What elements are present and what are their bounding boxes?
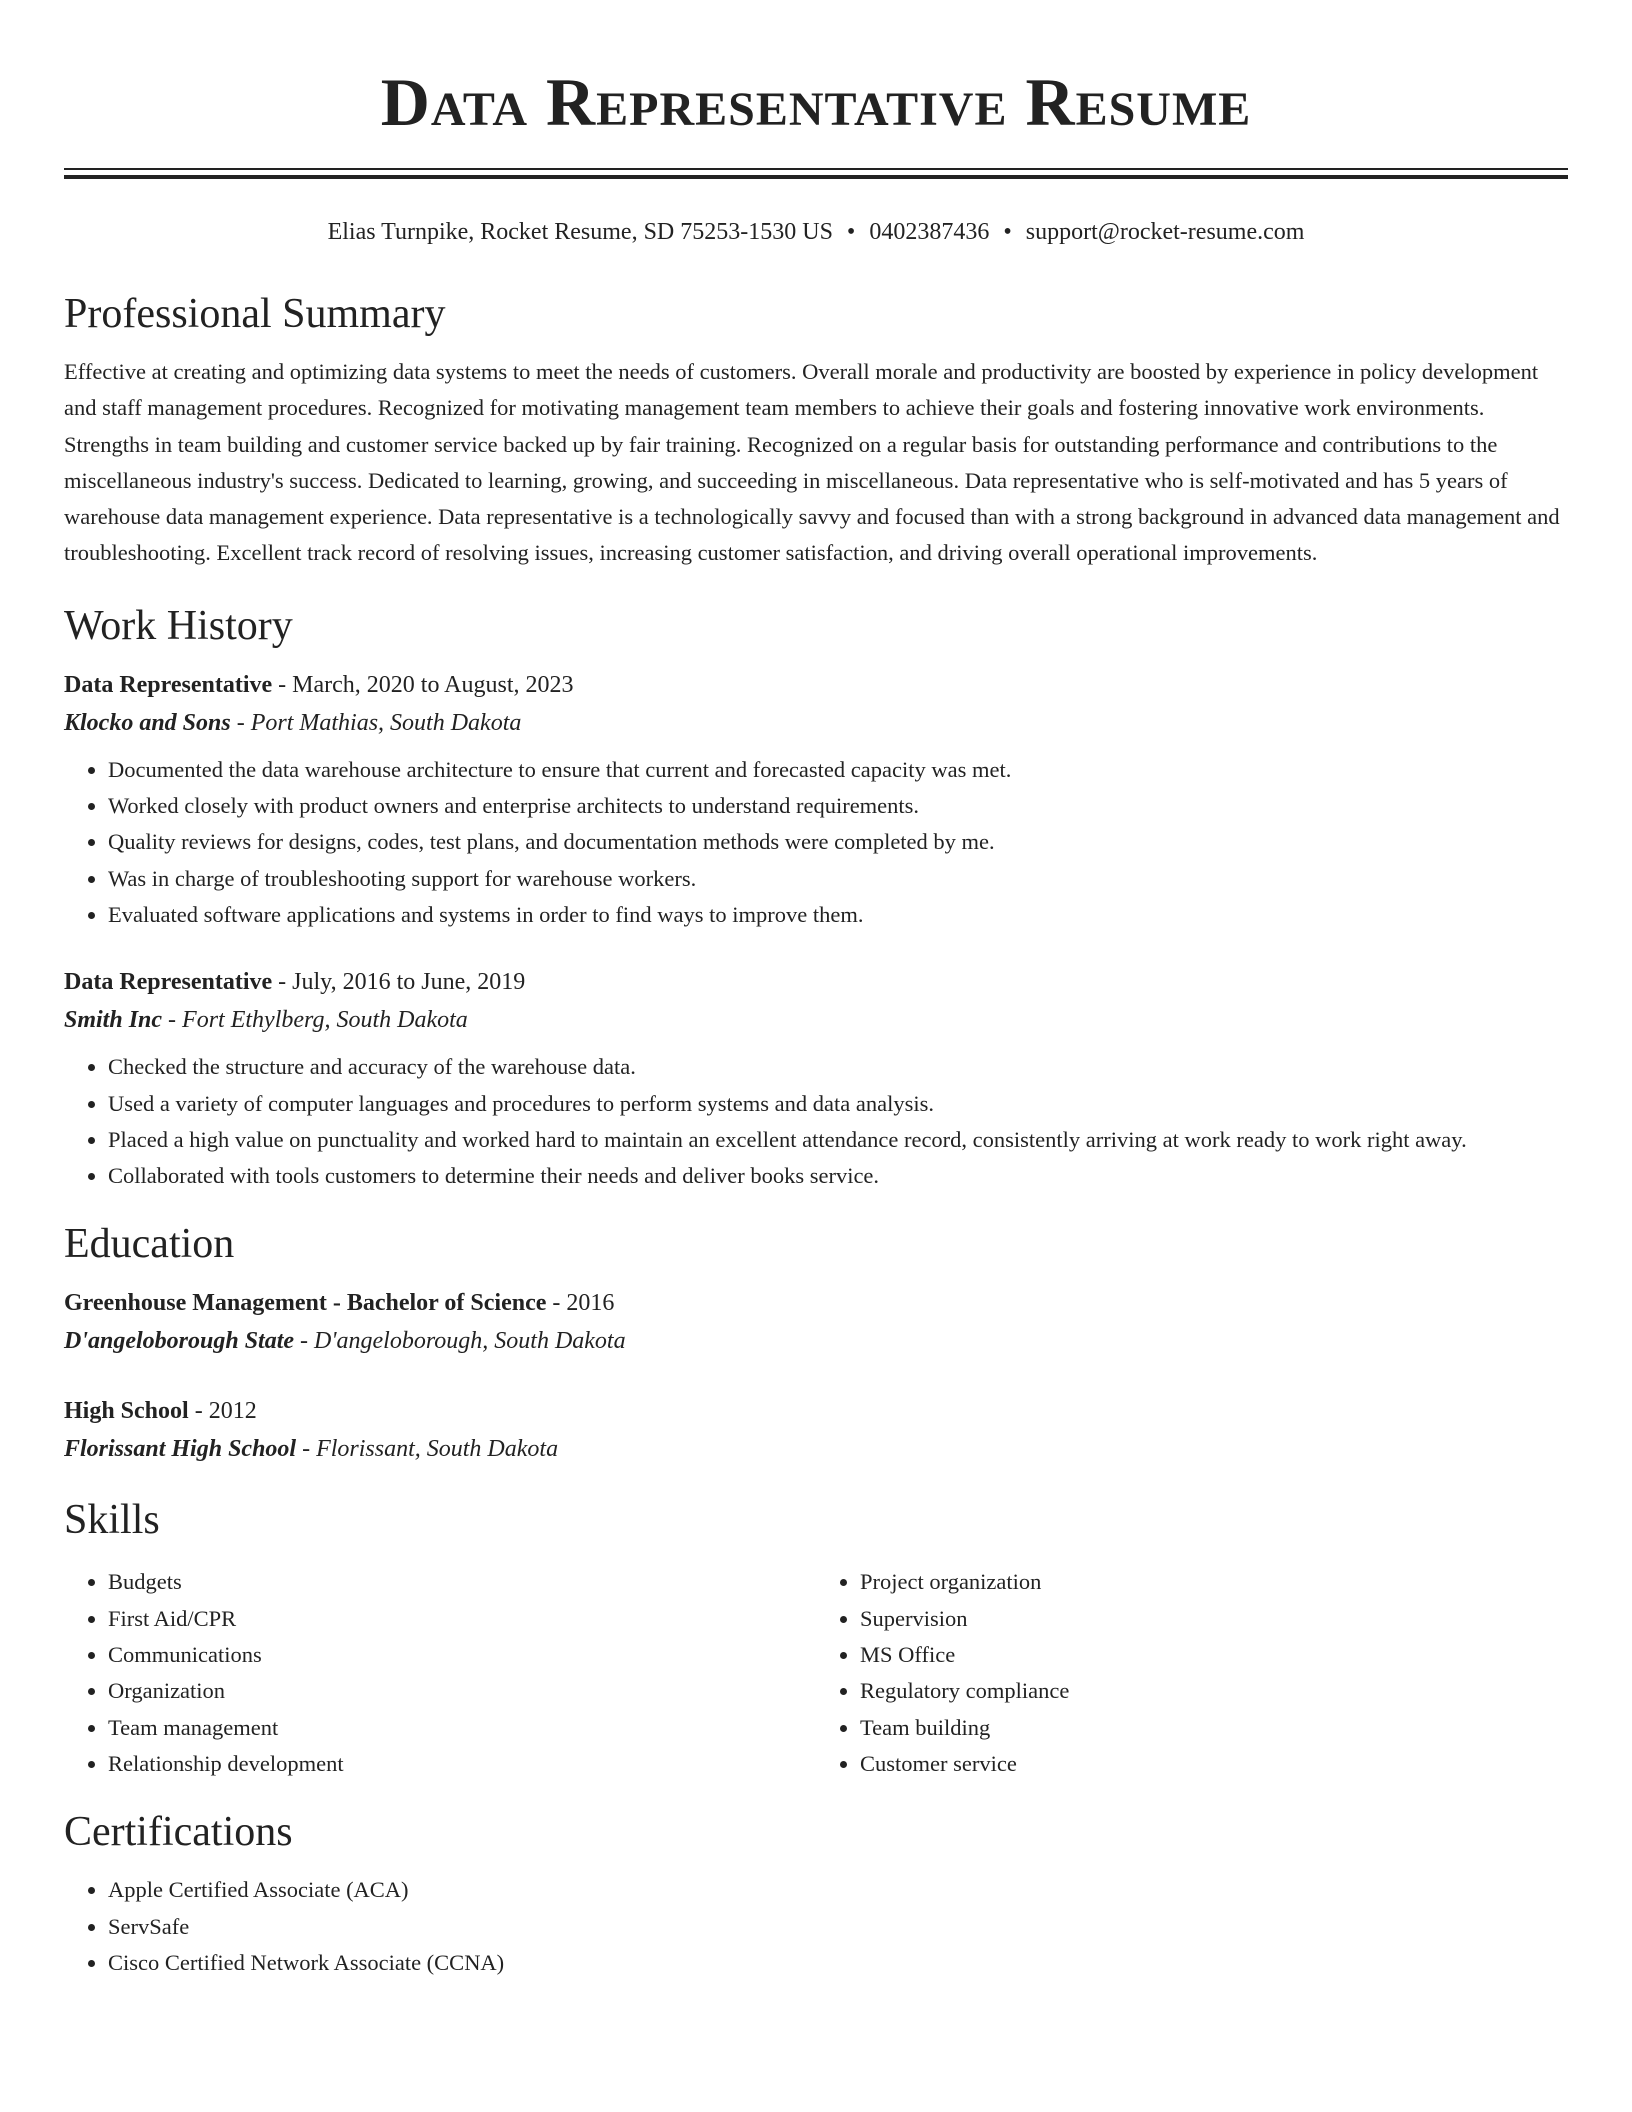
- list-item: • Documented the data warehouse architecture to ensure that current and forecasted capacity was met.: [108, 752, 1568, 788]
- resume-body: [64, 288, 1568, 1981]
- list-item: • Placed a high value on punctuality and worked hard to maintain an excellent attendance record, consistently arriving at work ready to work right away.: [108, 1122, 1568, 1158]
- job-company: Smith Inc: [64, 1007, 163, 1034]
- school-name: Florissant High School: [64, 1436, 297, 1463]
- contact-address: Elias Turnpike, Rocket Resume, SD 75253-1530 US: [327, 219, 833, 245]
- list-item: • Used a variety of computer languages and procedures to perform systems and data analysis.: [108, 1086, 1568, 1122]
- title-divider-thin: [64, 168, 1568, 170]
- job-title-line: [64, 666, 1568, 704]
- degree-line: [64, 1284, 1568, 1322]
- list-item: • Organization: [108, 1673, 816, 1709]
- section-heading-summary: Professional Summary: [64, 291, 446, 337]
- list-item: • Regulatory compliance: [860, 1673, 1568, 1709]
- contact-separator: •: [1003, 219, 1012, 245]
- job-company-line: [64, 704, 1568, 742]
- list-item: • Evaluated software applications and systems in order to find ways to improve them.: [108, 897, 1568, 933]
- job-company: Klocko and Sons: [64, 709, 231, 736]
- list-item: • Project organization: [860, 1564, 1568, 1600]
- certifications-list: [64, 1872, 1568, 1981]
- section-heading-education: Education: [64, 1221, 235, 1268]
- contact-email[interactable]: support@rocket-resume.com: [1025, 219, 1305, 245]
- skills-column-left: [64, 1564, 816, 1782]
- degree-name: Greenhouse Management - Bachelor of Science: [64, 1290, 547, 1317]
- certifications-bullets: [64, 1872, 1568, 1981]
- skills-grid: [64, 1560, 1568, 1782]
- job-company-line: [64, 1001, 1568, 1039]
- list-item: • Was in charge of troubleshooting support for warehouse workers.: [108, 861, 1568, 897]
- list-item: • Customer service: [860, 1746, 1568, 1782]
- school-line: [64, 1322, 1568, 1360]
- school-location: - Florissant, South Dakota: [296, 1436, 559, 1463]
- list-item: • Budgets: [108, 1564, 816, 1600]
- list-item: • Cisco Certified Network Associate (CCNA): [108, 1945, 1568, 1981]
- degree-name: High School: [64, 1398, 189, 1425]
- list-item: • Quality reviews for designs, codes, test plans, and documentation methods were completed by me.: [108, 824, 1568, 860]
- contact-line: [64, 214, 1568, 250]
- section-heading-certifications: Certifications: [64, 1809, 293, 1856]
- contact-separator: •: [846, 219, 856, 245]
- job-title: Data Representative: [64, 671, 273, 698]
- list-item: • MS Office: [860, 1637, 1568, 1673]
- list-item: • First Aid/CPR: [108, 1601, 816, 1637]
- job-bullets: [64, 1049, 1568, 1194]
- list-item: • Checked the structure and accuracy of the warehouse data.: [108, 1049, 1568, 1085]
- job-title-line: [64, 963, 1568, 1001]
- school-line: [64, 1430, 1568, 1468]
- list-item: • Supervision: [860, 1601, 1568, 1637]
- contact-phone: 0402387436: [869, 219, 990, 245]
- job-dates: - March, 2020 to August, 2023: [272, 671, 574, 698]
- job-location: - Port Mathias, South Dakota: [230, 709, 522, 736]
- job-dates: - July, 2016 to June, 2019: [272, 969, 526, 996]
- job-location: - Fort Ethylberg, South Dakota: [162, 1007, 468, 1034]
- section-heading-work-history: Work History: [64, 602, 293, 649]
- list-item: • Team building: [860, 1710, 1568, 1746]
- section-heading-skills: Skills: [64, 1497, 160, 1544]
- job-entry: [64, 963, 1568, 1194]
- job-title: Data Representative: [64, 969, 273, 996]
- school-location: - D'angeloborough, South Dakota: [294, 1328, 626, 1355]
- job-entry: [64, 666, 1568, 933]
- school-name: D'angeloborough State: [64, 1328, 295, 1355]
- summary-text: Effective at creating and optimizing data systems to meet the needs of customers. Overall morale and productivity are boosted by experience in policy development and staff management procedures. Recognized for motivating management team members to achieve their goals and fostering innovative work environments. Strengths in team building and customer service backed up by fair training. Recognized on a regular basis for outstanding performance and contributions to the miscellaneous industry's success. Dedicated to learning, growing, and succeeding in miscellaneous. Data representative who is self-motivated and has 5 years of warehouse data management experience. Data representative is a technologically savvy and focused than with a strong background in advanced data management and troubleshooting. Excellent track record of resolving issues, increasing customer satisfaction, and driving overall operational improvements.: [64, 359, 1560, 566]
- list-item: • Communications: [108, 1637, 816, 1673]
- education-entry: [64, 1392, 1568, 1468]
- list-item: • Apple Certified Associate (ACA): [108, 1872, 1568, 1908]
- list-item: • Collaborated with tools customers to determine their needs and deliver books service.: [108, 1158, 1568, 1194]
- skills-column-right: [816, 1564, 1568, 1782]
- degree-year: - 2016: [546, 1290, 615, 1317]
- title-divider-thick: [64, 175, 1568, 179]
- degree-year: - 2012: [188, 1398, 257, 1425]
- degree-line: [64, 1392, 1568, 1430]
- list-item: • Relationship development: [108, 1746, 816, 1782]
- list-item: • Team management: [108, 1710, 816, 1746]
- resume-title: Data Representative Resume: [380, 64, 1252, 140]
- list-item: • ServSafe: [108, 1909, 1568, 1945]
- job-bullets: [64, 752, 1568, 933]
- education-entry: [64, 1284, 1568, 1360]
- list-item: • Worked closely with product owners and enterprise architects to understand requirements.: [108, 788, 1568, 824]
